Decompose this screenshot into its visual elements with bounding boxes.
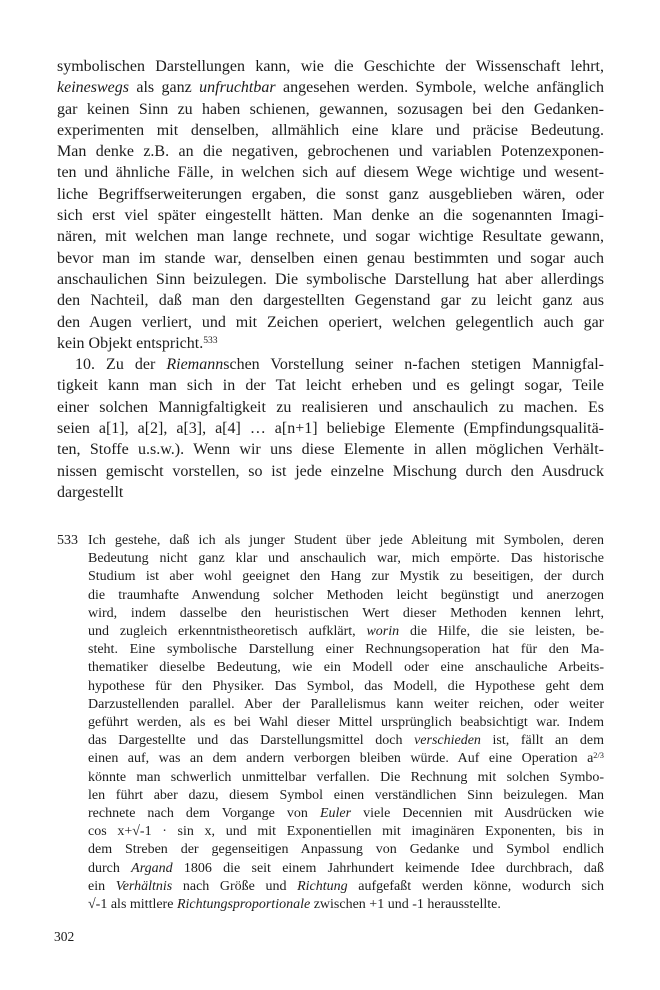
text-line [57,226,604,247]
text-line [88,532,604,550]
text-line [57,56,604,77]
body-text [57,56,604,503]
text-run: len führt aber dazu, diesem Symbol einen verständlichen Sinn beizulegen. Man [88,787,604,803]
text-run: ein [88,878,116,894]
text-line [88,587,604,605]
text-run: Studium ist aber wohl geeignet den Hang zur Mystik zu beseitigen, der durch [88,569,604,585]
text-run: kein Objekt entspricht. [57,334,204,352]
text-line [88,678,604,696]
text-run: durch [88,860,132,876]
text-run: √-1 als mittlere [88,897,177,913]
paragraph [57,56,604,354]
text-line [88,896,604,914]
italic-text: Verhältnis [115,878,173,894]
text-run: rechnete nach dem Vorgange von [88,806,320,822]
text-line [57,290,604,311]
italic-text: keineswegs [57,79,129,97]
text-run: dargestellt [57,483,124,501]
text-run: ten und ähnliche Fälle, in welchen sich auf diesem Wege wichtige und wesent- [57,164,604,182]
text-line [88,860,604,878]
text-line [88,787,604,805]
text-run: steht. Eine symbolische Darstellung einer Rechnungsoperation hat für den Ma- [88,642,604,658]
footnote-text [88,532,604,914]
text-line [88,732,604,750]
text-line [57,375,604,396]
text-line [57,482,604,503]
italic-text: Richtung [297,878,348,894]
text-run: experimenten mit denselben, allmählich eine klare und präcise Bedeutung. [57,121,604,139]
text-line [88,623,604,641]
text-run: hypothese für den Physiker. Das Symbol, das Modell, die Hypothese geht dem [88,678,604,694]
text-line [57,461,604,482]
footnote [57,532,604,914]
text-run: Darzustellenden parallel. Aber der Parallelismus kann weiter reichen, oder weiter [88,696,604,712]
text-line [88,568,604,586]
text-run: geführt werden, als es bei Wahl dieser Mittel ursprünglich beabsichtigt war. Indem [88,715,604,731]
footnote-number: 533 [57,533,78,548]
paragraph [57,354,604,503]
text-run: nären, mit welchen man lange rechnete, und sogar wichtige Resultate gewann, [57,228,604,246]
italic-text: Richtungsproportionale [176,897,311,913]
text-run: einer solchen Mannigfaltigkeit zu realisieren und anschaulich zu machen. Es [57,398,604,416]
text-line [57,418,604,439]
text-line [57,99,604,120]
text-run: Ich gestehe, daß ich als junger Student über jede Ableitung mit Symbolen, deren [88,533,604,548]
text-line [57,120,604,141]
text-run: gar keinen Sinn zu haben schienen, gewannen, sozusagen bei den Gedanken- [57,100,604,118]
text-run: das Dargestellte und das Darstellungsmittel doch [88,733,415,749]
text-run: und zugleich erkenntnistheoretisch aufklärt, [88,624,367,640]
text-line [57,248,604,269]
text-run: die Hilfe, die sie leisten, be- [399,624,604,640]
italic-text: unfruchtbar [199,79,276,97]
text-run: als ganz [128,79,200,97]
text-run: ist, fällt an dem [480,733,604,749]
text-line [57,141,604,162]
text-line [88,641,604,659]
text-run: aufgefaßt werden könne, wodurch sich [347,878,605,894]
text-run: symbolischen Darstellungen kann, wie die Geschichte der Wissenschaft lehrt, [57,58,604,75]
text-line [88,750,604,768]
text-line [88,878,604,896]
text-line [57,184,604,205]
italic-text: Argand [131,860,173,876]
text-run: zwischen +1 und -1 herausstellte. [310,897,501,913]
text-run: die traumhafte Anwendung solcher Methoden leicht begünstigt und anerzogen [88,587,604,603]
text-line [88,823,604,841]
text-run: seien a[1], a[2], a[3], a[4] … a[n+1] beliebige Elemente (Empfindungsqualitä- [57,420,604,438]
italic-text: Riemann [166,356,224,374]
text-run: könnte man schwerlich unmittelbar verfallen. Die Rechnung mit solchen Symbo- [88,769,604,785]
text-line [57,397,604,418]
text-run: nissen gemischt vorstellen, so ist jede einzelne Mischung durch den Ausdruck [57,462,604,480]
italic-text: verschieden [414,733,481,749]
text-run: angesehen werden. Symbole, welche anfänglich [275,79,604,97]
text-run: anschaulichen Sinn beizulegen. Die symbolische Darstellung hat aber allerdings [57,270,604,288]
text-line [57,77,604,98]
italic-text: Euler [319,806,352,822]
text-line [88,550,604,568]
text-line [57,333,604,354]
text-line [57,312,604,333]
text-line [57,439,604,460]
text-line [57,205,604,226]
text-line [88,605,604,623]
text-run: einen auf, was an dem andern verborgen bleiben würde. Auf eine Operation a [88,751,594,767]
text-run: Bedeutung nicht ganz klar und anschaulich war, mich empörte. Das historische [88,551,604,567]
superscript: 533 [203,335,218,347]
text-run: wird, indem dasselbe den heuristischen Wert dieser Methoden kennen lehrt, [88,605,604,621]
text-run: 1806 die seit einem Jahrhundert keimende Idee durchbrach, daß [172,860,604,876]
text-run: sich erst viel später eingestellt hätten. Man denke an die sogenannten Imagi- [57,207,604,225]
page-number: 302 [54,929,75,944]
text-run: liche Begriffserweiterungen ergaben, die sonst ganz ausgeblieben wären, oder [57,185,604,203]
text-line [57,269,604,290]
text-run: cos x+√-1 · sin x, und mit Exponentiellen mit imaginären Exponenten, bis in [88,824,604,840]
text-run: bevor man im stande war, denselben einen genau bestimmten und sogar auch [57,249,604,267]
italic-text: worin [366,624,400,640]
text-run: Man denke z.B. an die negativen, gebrochenen und variablen Potenzexponen- [57,143,604,161]
superscript: 2/3 [593,751,604,761]
text-run: viele Decennien mit Ausdrücken wie [351,806,605,822]
text-line [57,162,604,183]
text-line [88,769,604,787]
text-line [57,354,604,375]
text-run: schen Vorstellung seiner n-fachen stetigen Mannigfal- [223,356,605,374]
text-line [88,696,604,714]
text-line [88,714,604,732]
text-run: ten, Stoffe u.s.w.). Wenn wir uns diese Elemente in allen möglichen Verhält- [57,441,604,459]
text-run: nach Größe und [172,878,298,894]
text-run: 10. Zu der [75,356,167,374]
text-run: tigkeit kann man sich in der Tat leicht erheben und es gelingt sogar, Teile [57,377,604,395]
text-line [88,805,604,823]
text-run: dem Streben der gegenseitigen Anpassung von Gedanke und Symbol endlich [88,842,604,858]
text-run: thematiker dieselbe Bedeutung, wie ein Modell oder eine anschauliche Arbeits- [88,660,604,676]
text-run: den Augen verliert, und mit Zeichen operiert, welchen gelegentlich auch gar [57,313,604,331]
text-run: den Nachteil, daß man den dargestellten Gegenstand gar zu leicht ganz aus [57,292,604,310]
text-line [88,841,604,859]
text-line [88,659,604,677]
